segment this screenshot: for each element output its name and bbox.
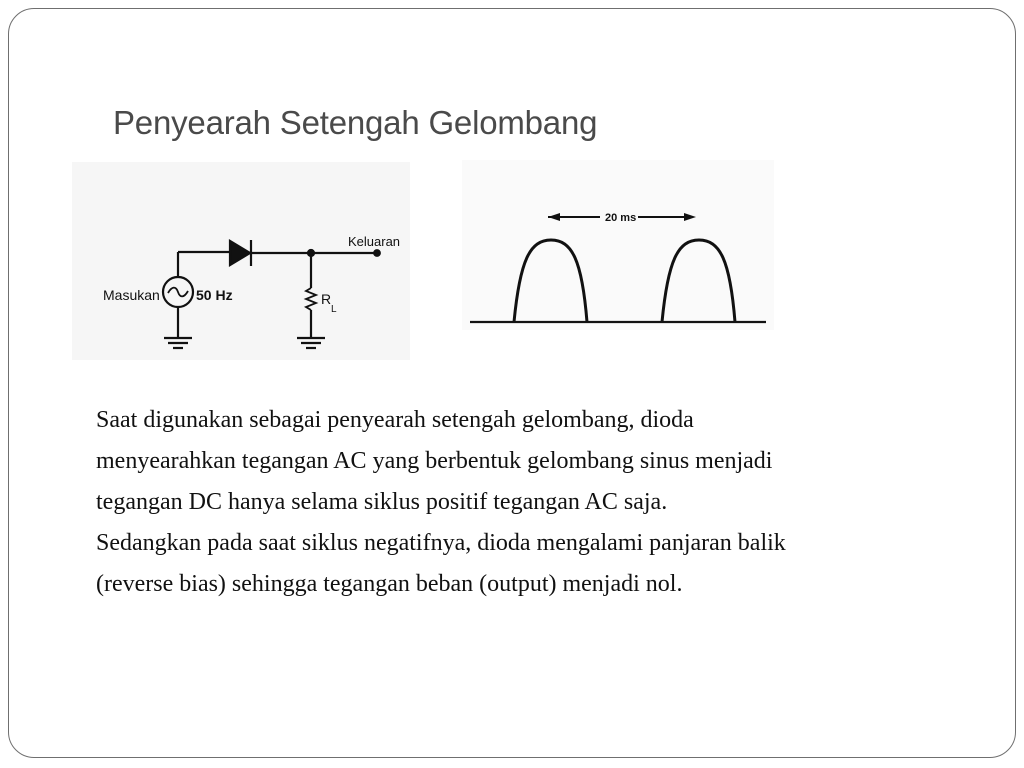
output-label: Keluaran [348, 234, 401, 249]
circuit-image-bg [72, 162, 410, 360]
output-terminal [374, 250, 380, 256]
paragraph-line-5: (reverse bias) sehingga tegangan beban (output) menjadi nol. [96, 571, 683, 597]
slide-title: Penyearah Setengah Gelombang [113, 104, 598, 141]
figure-svg [72, 160, 782, 365]
paragraph-line-4: Sedangkan pada saat siklus negatifnya, dioda mengalami panjaran balik [96, 530, 786, 556]
paragraph-line-2: menyearahkan tegangan AC yang berbentuk gelombang sinus menjadi [96, 448, 773, 474]
input-label: Masukan [103, 287, 160, 303]
description-paragraph [96, 400, 976, 605]
resistor-label: R [321, 291, 332, 307]
half-wave-rectifier-figure [72, 160, 782, 365]
paragraph-line-3: tegangan DC hanya selama siklus positif tegangan AC saja. [96, 489, 668, 515]
paragraph-line-1: Saat digunakan sebagai penyearah setengah gelombang, dioda [96, 407, 694, 433]
resistor-subscript: L [331, 304, 337, 315]
waveform-image-bg [462, 160, 774, 330]
frequency-label: 50 Hz [196, 287, 233, 303]
period-label: 20 ms [605, 212, 637, 224]
